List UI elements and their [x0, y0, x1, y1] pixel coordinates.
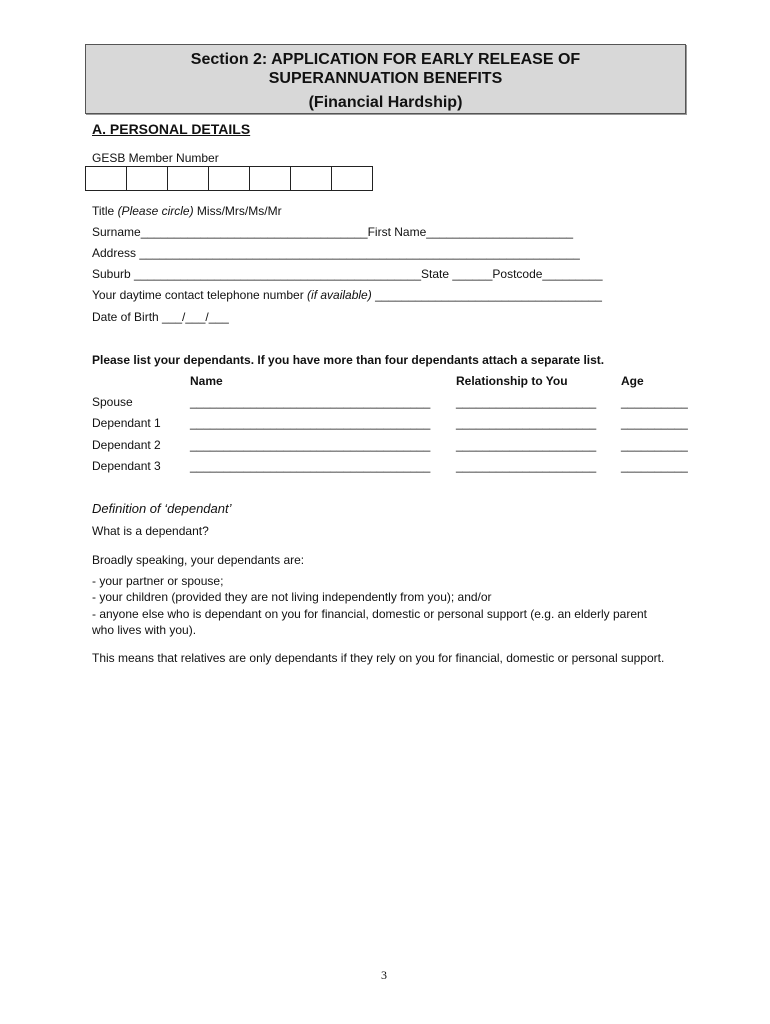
dependant-row-label: Spouse [92, 395, 133, 409]
col-header-name: Name [190, 374, 223, 388]
phone-field[interactable] [92, 288, 602, 302]
dependant-name-field[interactable]: ____________________________________ [190, 416, 431, 430]
member-number-box[interactable] [291, 167, 332, 190]
section-title-box [85, 44, 686, 114]
member-number-box[interactable] [250, 167, 291, 190]
title-hint: (Please circle) [117, 204, 194, 218]
dependants-instruction: Please list your dependants. If you have more than four dependants attach a separate list. [92, 353, 605, 367]
phone-label: Your daytime contact telephone number [92, 288, 308, 302]
dependant-relationship-field[interactable]: _____________________ [456, 416, 597, 430]
dependant-age-field[interactable]: __________ [621, 395, 688, 409]
section-title-line-1: Section 2: APPLICATION FOR EARLY RELEASE OF [190, 51, 581, 68]
member-number-box[interactable] [127, 167, 168, 190]
dependant-age-field[interactable]: __________ [621, 416, 688, 430]
surname-firstname-field[interactable]: Surname__________________________________First Name______________________ [92, 225, 574, 239]
phone-hint: (if available) [307, 288, 372, 302]
dependant-age-field[interactable]: __________ [621, 438, 688, 452]
dependant-relationship-field[interactable]: _____________________ [456, 438, 597, 452]
dependant-row-label: Dependant 1 [92, 416, 161, 430]
dependant-name-field[interactable]: ____________________________________ [190, 438, 431, 452]
definition-closing: This means that relatives are only dependants if they rely on you for financial, domestic or personal support. [92, 651, 665, 665]
col-header-relationship: Relationship to You [456, 374, 568, 388]
member-number-grid [85, 166, 373, 191]
dependant-row-label: Dependant 2 [92, 438, 161, 452]
member-number-label: GESB Member Number [92, 151, 219, 165]
title-label: Title [92, 204, 118, 218]
definition-intro: Broadly speaking, your dependants are: [92, 553, 305, 567]
personal-details-heading: A. PERSONAL DETAILS [92, 121, 251, 137]
suburb-state-postcode-field[interactable]: Suburb ___________________________________________State ______Postcode_________ [92, 267, 603, 281]
member-number-box[interactable] [168, 167, 209, 190]
definition-heading: Definition of ‘dependant’ [92, 501, 232, 516]
date-of-birth-field[interactable]: Date of Birth ___/___/___ [92, 310, 229, 324]
dependant-row-label: Dependant 3 [92, 459, 161, 473]
section-title-line-2: SUPERANNUATION BENEFITS [268, 70, 503, 87]
page-number: 3 [381, 968, 387, 982]
definition-item-2: - your children (provided they are not living independently from you); and/or [92, 590, 492, 604]
dependant-name-field[interactable]: ____________________________________ [190, 459, 431, 473]
definition-question: What is a dependant? [92, 524, 209, 538]
title-field[interactable] [92, 204, 282, 218]
member-number-box[interactable] [209, 167, 250, 190]
definition-item-1: - your partner or spouse; [92, 574, 224, 588]
section-subtitle: (Financial Hardship) [308, 94, 463, 111]
col-header-age: Age [621, 374, 644, 388]
member-number-box[interactable] [86, 167, 127, 190]
member-number-box[interactable] [332, 167, 372, 190]
address-field[interactable]: Address __________________________________________________________________ [92, 246, 580, 260]
dependant-name-field[interactable]: ____________________________________ [190, 395, 431, 409]
title-options[interactable]: Miss/Mrs/Ms/Mr [193, 204, 282, 218]
definition-item-3: - anyone else who is dependant on you for financial, domestic or personal support (e.g. an elderly parent who lives with you). [92, 607, 647, 637]
dependant-relationship-field[interactable]: _____________________ [456, 395, 597, 409]
dependant-relationship-field[interactable]: _____________________ [456, 459, 597, 473]
dependant-age-field[interactable]: __________ [621, 459, 688, 473]
phone-blank[interactable]: __________________________________ [371, 288, 602, 302]
